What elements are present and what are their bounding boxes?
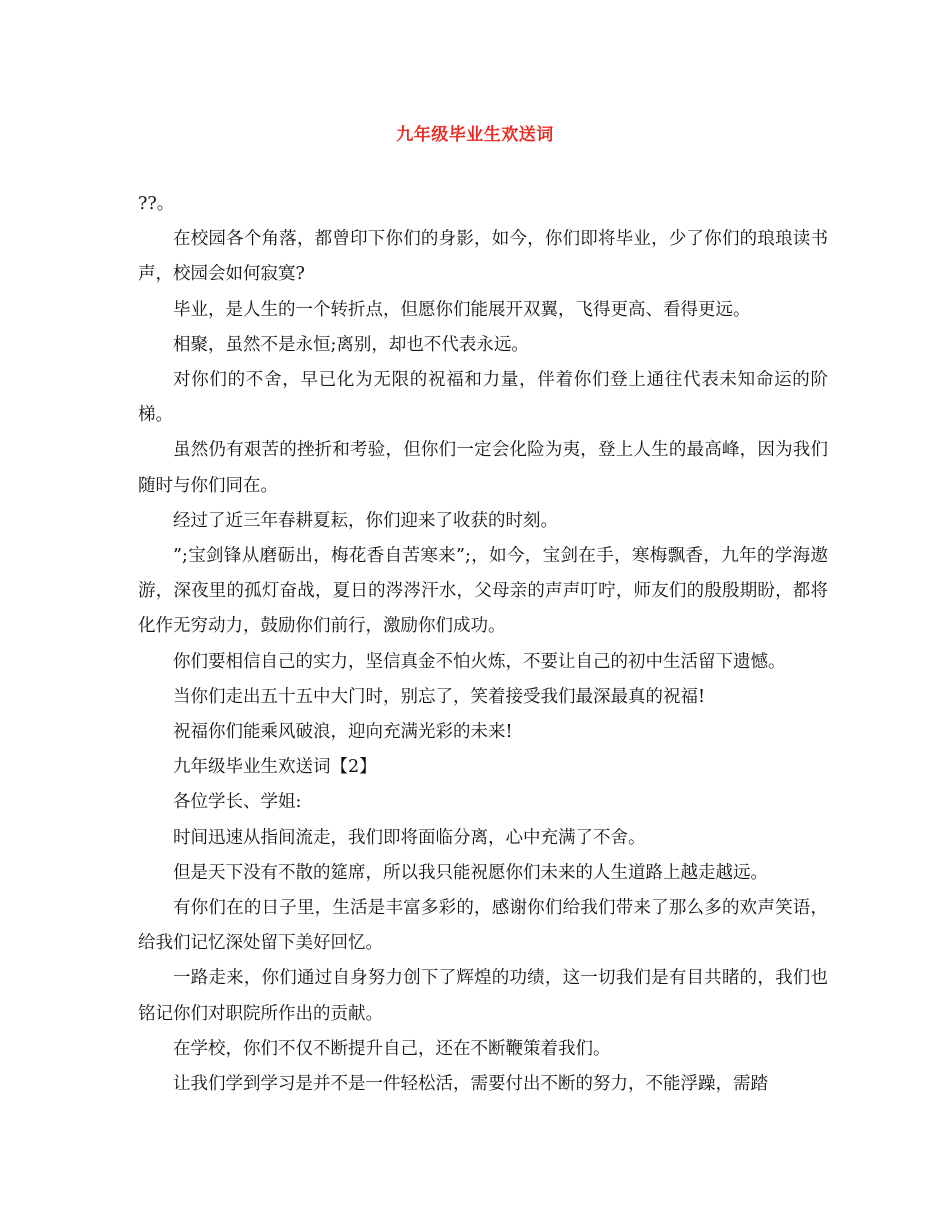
paragraph-2: 在校园各个角落，都曾印下你们的身影，如今，你们即将毕业，少了你们的琅琅读书声，校园会如何寂寞? <box>138 229 828 285</box>
paragraph-11: 祝福你们能乘风破浪，迎向充满光彩的未来! <box>173 722 513 743</box>
paragraph-1: ??。 <box>138 194 175 214</box>
paragraph-14: 时间迅速从指间流走，我们即将面临分离，心中充满了不舍。 <box>173 827 646 848</box>
document-body <box>138 187 828 1102</box>
paragraph-6: 虽然仍有艰苦的挫折和考验，但你们一定会化险为夷，登上人生的最高峰，因为我们随时与你们同在。 <box>138 440 828 496</box>
paragraph-10: 当你们走出五十五中大门时，别忘了，笑着接受我们最深最真的祝福! <box>173 686 706 707</box>
paragraph-5: 对你们的不舍，早已化为无限的祝福和力量，伴着你们登上通往代表未知命运的阶梯。 <box>138 370 828 426</box>
paragraph-18: 在学校，你们不仅不断提升自己，还在不断鞭策着我们。 <box>173 1038 611 1059</box>
paragraph-19: 让我们学到学习是并不是一件轻松活，需要付出不断的努力，不能浮躁，需踏 <box>173 1074 768 1095</box>
paragraph-3: 毕业，是人生的一个转折点，但愿你们能展开双翼，飞得更高、看得更远。 <box>173 299 751 320</box>
paragraph-13: 各位学长、学姐: <box>173 792 302 813</box>
paragraph-16: 有你们在的日子里，生活是丰富多彩的，感谢你们给我们带来了那么多的欢声笑语，给我们记忆深处留下美好回忆。 <box>138 898 828 954</box>
paragraph-4: 相聚，虽然不是永恒;离别，却也不代表永远。 <box>173 334 529 355</box>
document-title: 九年级毕业生欢送词 <box>396 125 554 145</box>
paragraph-7: 经过了近三年春耕夏耘，你们迎来了收获的时刻。 <box>173 510 558 531</box>
paragraph-15: 但是天下没有不散的筵席，所以我只能祝愿你们未来的人生道路上越走越远。 <box>173 862 768 883</box>
paragraph-9: 你们要相信自己的实力，坚信真金不怕火炼，不要让自己的初中生活留下遗憾。 <box>173 651 786 672</box>
paragraph-17: 一路走来，你们通过自身努力创下了辉煌的功绩，这一切我们是有目共睹的，我们也铭记你们对职院所作出的贡献。 <box>138 968 828 1024</box>
section-heading: 九年级毕业生欢送词【2】 <box>173 757 377 778</box>
paragraph-8: ”;宝剑锋从磨砺出，梅花香自苦寒来”;，如今，宝剑在手，寒梅飘香，九年的学海遨游，深夜里的孤灯奋战，夏日的涔涔汗水，父母亲的声声叮咛，师友们的殷殷期盼，都将化作无穷动力，鼓励你们前行，激励你们成功。 <box>138 546 828 637</box>
